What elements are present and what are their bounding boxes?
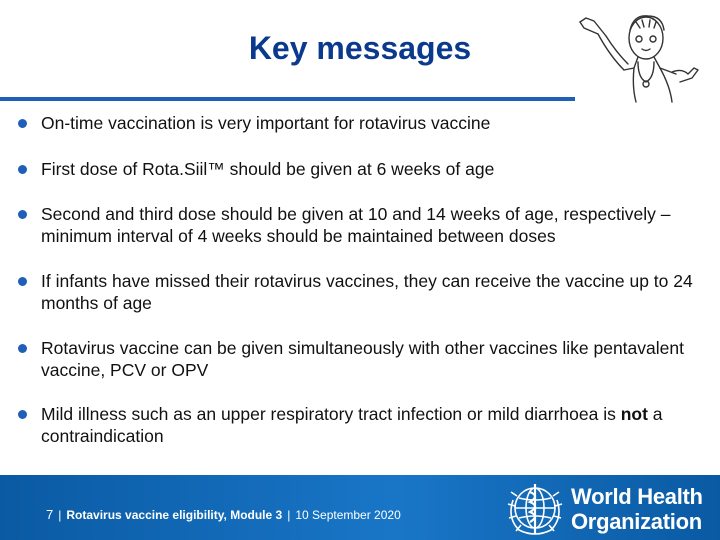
org-name-line1: World Health [571,484,703,509]
list-item-text: Second and third dose should be given at 10 and 14 weeks of age, respectively – minimum interval of 4 weeks should be maintained between doses [41,204,671,246]
doctor-illustration [576,12,716,104]
bullet-dot-icon [18,119,27,128]
bullet-dot-icon [18,344,27,353]
bullet-dot-icon [18,210,27,219]
list-item-text-start: Mild illness such as an upper respiratory tract infection or mild diarrhoea is [41,404,621,424]
list-item-text: On-time vaccination is very important for rotavirus vaccine [41,113,491,133]
module-title: Rotavirus vaccine eligibility, Module 3 [66,508,283,522]
list-item [18,158,708,180]
list-item [18,270,708,314]
bullet-dot-icon [18,277,27,286]
page-number: 7 [46,507,54,522]
key-message-list [18,112,708,447]
slide-title: Key messages [248,30,472,66]
list-item-text: First dose of Rota.Siil™ should be given at 6 weeks of age [41,159,495,179]
list-item [18,203,708,247]
list-item-text: If infants have missed their rotavirus vaccines, they can receive the vaccine up to 24 months of age [41,271,693,313]
who-wordmark [571,484,703,534]
list-item-text: Rotavirus vaccine can be given simultaneously with other vaccines like pentavalent vaccine, PCV or OPV [41,338,684,380]
footer-date: 10 September 2020 [295,508,401,522]
footer-caption [46,507,401,522]
list-item [18,337,708,381]
org-name-line2: Organization [571,509,702,534]
who-emblem-icon [505,478,565,538]
list-item [18,403,708,447]
list-item-text-end: a contraindication [41,404,663,446]
bullet-dot-icon [18,410,27,419]
emphasis-not: not [620,404,648,424]
footer-separator: | [58,508,62,522]
list-item [18,112,708,134]
bullet-dot-icon [18,165,27,174]
title-underline [0,97,575,101]
footer-separator: | [287,508,291,522]
